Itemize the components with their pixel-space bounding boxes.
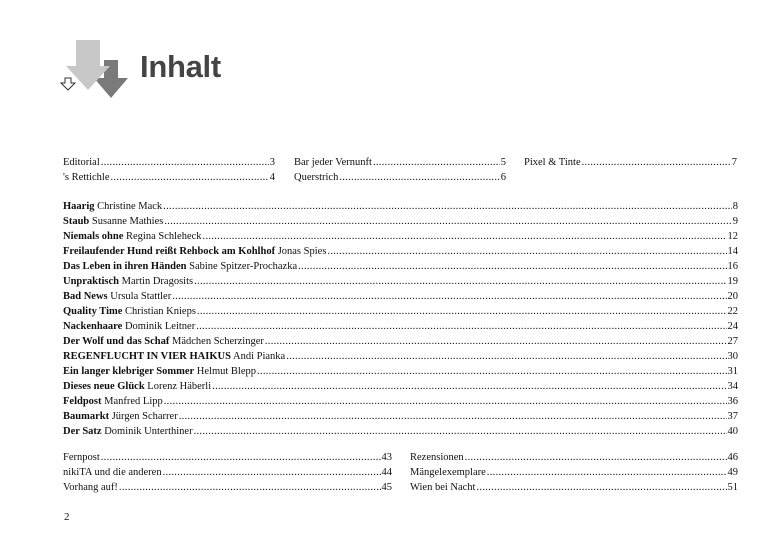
toc-article-entry[interactable] (63, 395, 738, 409)
toc-entry-page: 43 (381, 452, 392, 463)
leader-dots (164, 215, 731, 229)
article-title: Der Satz (63, 426, 102, 437)
leader-dots (119, 481, 381, 495)
toc-entry-label: Querstrich (294, 172, 339, 183)
article-title: Feldpost (63, 396, 102, 407)
toc-article-entry[interactable] (63, 335, 738, 349)
article-page: 34 (727, 381, 738, 392)
toc-entry[interactable] (63, 171, 275, 185)
toc-article-label (63, 395, 163, 409)
toc-article-entry[interactable] (63, 245, 738, 259)
article-title: Das Leben in ihren Händen (63, 261, 187, 272)
article-title: Haarig (63, 201, 95, 212)
toc-entry-label: Pixel & Tinte (524, 157, 581, 168)
leader-dots (212, 380, 726, 394)
article-title: Niemals ohne (63, 231, 124, 242)
article-author: Christian Knieps (125, 306, 196, 317)
article-author: Dominik Leitner (124, 321, 196, 332)
article-page: 19 (727, 276, 738, 287)
leader-dots (465, 451, 727, 465)
article-title: Der Wolf und das Schaf (63, 336, 170, 347)
article-title: Quality Time (63, 306, 123, 317)
article-author: Dominik Unterthiner (104, 426, 193, 437)
article-title: Dieses neue Glück (63, 381, 145, 392)
toc-article-label (63, 350, 285, 364)
article-title: Staub (63, 216, 90, 227)
article-author: Martin Dragosits (121, 276, 194, 287)
small-outline-arrow-shape (61, 78, 75, 90)
double-arrow-down-icon (60, 38, 132, 100)
article-author: Ursula Stattler (110, 291, 172, 302)
leader-dots (194, 275, 726, 289)
toc-entry[interactable] (63, 466, 392, 480)
toc-article-label (63, 200, 162, 214)
article-title: Freilaufender Hund reißt Rehbock am Kohlhof (63, 246, 276, 257)
article-page: 37 (727, 411, 738, 422)
toc-entry-label: nikiTA und die anderen (63, 467, 162, 478)
article-author: Andi Pianka (233, 351, 286, 362)
article-title: Nackenhaare (63, 321, 123, 332)
toc-entry-page: 45 (381, 482, 392, 493)
leader-dots (298, 260, 726, 274)
toc-entry-page: 49 (727, 467, 738, 478)
toc-entry[interactable] (294, 171, 506, 185)
toc-article-label (63, 425, 193, 439)
toc-entry[interactable] (524, 156, 737, 170)
toc-entry-label: Fernpost (63, 452, 100, 463)
toc-entry-label: Rezensionen (410, 452, 464, 463)
article-page: 27 (727, 336, 738, 347)
toc-article-label (63, 245, 326, 259)
leader-dots (194, 425, 727, 439)
leader-dots (163, 466, 381, 480)
article-page: 14 (727, 246, 738, 257)
leader-dots (197, 305, 727, 319)
toc-article-label (63, 410, 178, 424)
toc-entry-page: 7 (731, 157, 737, 168)
article-title: REGENFLUCHT IN VIER HAIKUS (63, 351, 231, 362)
article-author: Regina Schleheck (126, 231, 202, 242)
article-title: Baumarkt (63, 411, 110, 422)
toc-article-entry[interactable] (63, 425, 738, 439)
toc-entry-page: 6 (500, 172, 506, 183)
toc-article-entry[interactable] (63, 410, 738, 424)
toc-article-label (63, 290, 171, 304)
toc-entry-page: 44 (381, 467, 392, 478)
toc-article-label (63, 215, 163, 229)
leader-dots (476, 481, 726, 495)
toc-article-label (63, 275, 193, 289)
toc-entry-page: 3 (269, 157, 275, 168)
toc-entry[interactable] (63, 156, 275, 170)
toc-article-label (63, 230, 202, 244)
article-page: 8 (732, 201, 738, 212)
article-author: Lorenz Häberli (147, 381, 212, 392)
leader-dots (179, 410, 727, 424)
toc-entry[interactable] (410, 451, 738, 465)
article-title: Ein langer klebriger Sommer (63, 366, 195, 377)
toc-article-label (63, 260, 297, 274)
leader-dots (339, 171, 499, 185)
toc-entry-label: Vorhang auf! (63, 482, 118, 493)
article-author: Mädchen Scherzinger (172, 336, 264, 347)
leader-dots (111, 171, 269, 185)
toc-article-entry[interactable] (63, 380, 738, 394)
toc-article-entry[interactable] (63, 365, 738, 379)
article-page: 30 (727, 351, 738, 362)
toc-entry-label: Editorial (63, 157, 100, 168)
article-author: Jonas Spies (277, 246, 327, 257)
toc-article-entry[interactable] (63, 350, 738, 364)
leader-dots (373, 156, 500, 170)
page-number: 2 (64, 511, 70, 523)
toc-article-entry[interactable] (63, 200, 738, 214)
article-page: 31 (727, 366, 738, 377)
toc-entry-label: Mängelexemplare (410, 467, 486, 478)
toc-article-label (63, 305, 196, 319)
toc-entry-page: 51 (727, 482, 738, 493)
article-page: 9 (732, 216, 738, 227)
leader-dots (101, 156, 269, 170)
leader-dots (257, 365, 727, 379)
leader-dots (164, 395, 727, 409)
toc-article-entry[interactable] (63, 305, 738, 319)
leader-dots (172, 290, 726, 304)
article-page: 40 (727, 426, 738, 437)
leader-dots (163, 200, 732, 214)
toc-entry-page: 46 (727, 452, 738, 463)
article-page: 22 (727, 306, 738, 317)
toc-article-entry[interactable] (63, 275, 738, 289)
leader-dots (196, 320, 726, 334)
toc-entry[interactable] (63, 451, 392, 465)
article-page: 36 (727, 396, 738, 407)
article-author: Sabine Spitzer-Prochazka (189, 261, 298, 272)
article-author: Christine Mack (97, 201, 163, 212)
toc-article-entry[interactable] (63, 260, 738, 274)
article-title: Bad News (63, 291, 108, 302)
toc-entry-label: Wien bei Nacht (410, 482, 476, 493)
toc-entry[interactable] (410, 481, 738, 495)
toc-entry[interactable] (63, 481, 392, 495)
article-page: 20 (727, 291, 738, 302)
toc-article-label (63, 380, 211, 394)
article-author: Jürgen Scharrer (111, 411, 178, 422)
toc-article-label (63, 320, 195, 334)
leader-dots (582, 156, 731, 170)
toc-article-label (63, 365, 256, 379)
toc-article-label (63, 335, 264, 349)
leader-dots (265, 335, 727, 349)
page-title: Inhalt (140, 49, 221, 84)
article-author: Helmut Blepp (196, 366, 256, 377)
article-author: Susanne Mathies (91, 216, 164, 227)
toc-entry[interactable] (410, 466, 738, 480)
toc-entry-page: 5 (500, 157, 506, 168)
article-page: 12 (727, 231, 738, 242)
article-page: 24 (727, 321, 738, 332)
leader-dots (327, 245, 726, 259)
toc-entry[interactable] (294, 156, 506, 170)
toc-entry-label: Bar jeder Vernunft (294, 157, 372, 168)
leader-dots (101, 451, 381, 465)
toc-article-entry[interactable] (63, 320, 738, 334)
article-page: 16 (727, 261, 738, 272)
leader-dots (487, 466, 727, 480)
toc-entry-page: 4 (269, 172, 275, 183)
leader-dots (203, 230, 727, 244)
toc-entry-label: 's Rettichle (63, 172, 110, 183)
leader-dots (286, 350, 726, 364)
toc-article-entry[interactable] (63, 290, 738, 304)
article-author: Manfred Lipp (104, 396, 163, 407)
article-title: Unpraktisch (63, 276, 120, 287)
toc-article-entry[interactable] (63, 230, 738, 244)
toc-article-entry[interactable] (63, 215, 738, 229)
